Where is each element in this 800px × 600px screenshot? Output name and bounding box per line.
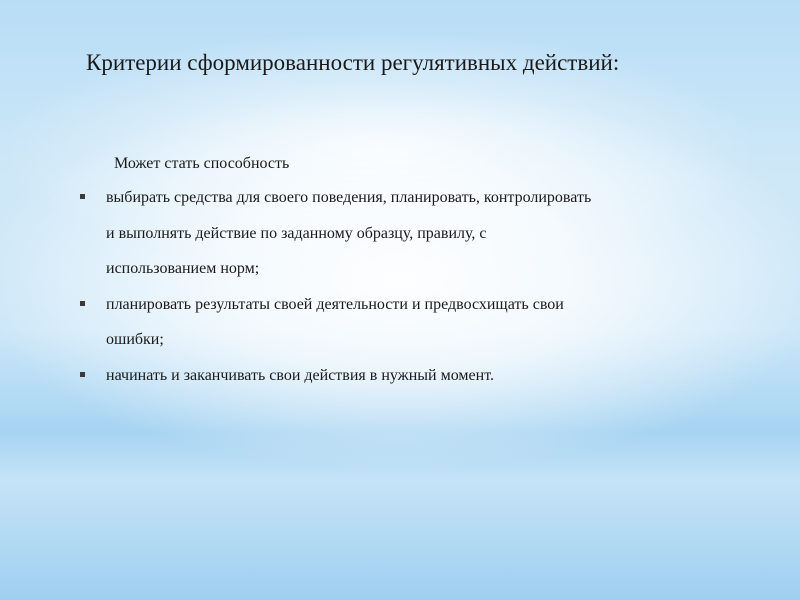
- bullet-text-line: выбирать средства для своего поведения, планировать, контролировать: [106, 189, 592, 206]
- bullet-item: [80, 358, 740, 394]
- square-bullet-icon: [80, 194, 85, 199]
- bullet-list: [80, 180, 740, 393]
- bullet-text-line: ошибки;: [106, 331, 164, 348]
- intro-text: Может стать способность: [114, 155, 290, 172]
- slide-title: Критерии сформированности регулятивных действий:: [86, 50, 620, 75]
- square-bullet-icon: [80, 372, 85, 377]
- bullet-item: [80, 180, 740, 287]
- bullet-text-line: начинать и заканчивать свои действия в нужный момент.: [106, 366, 494, 384]
- square-bullet-icon: [80, 301, 85, 306]
- bullet-text-line: использованием норм;: [106, 260, 260, 277]
- bullet-text-line: планировать результаты своей деятельности и предвосхищать свои: [106, 295, 564, 313]
- bullet-item: [80, 287, 740, 358]
- bullet-text-line: и выполнять действие по заданному образцу, правилу, с: [106, 224, 487, 242]
